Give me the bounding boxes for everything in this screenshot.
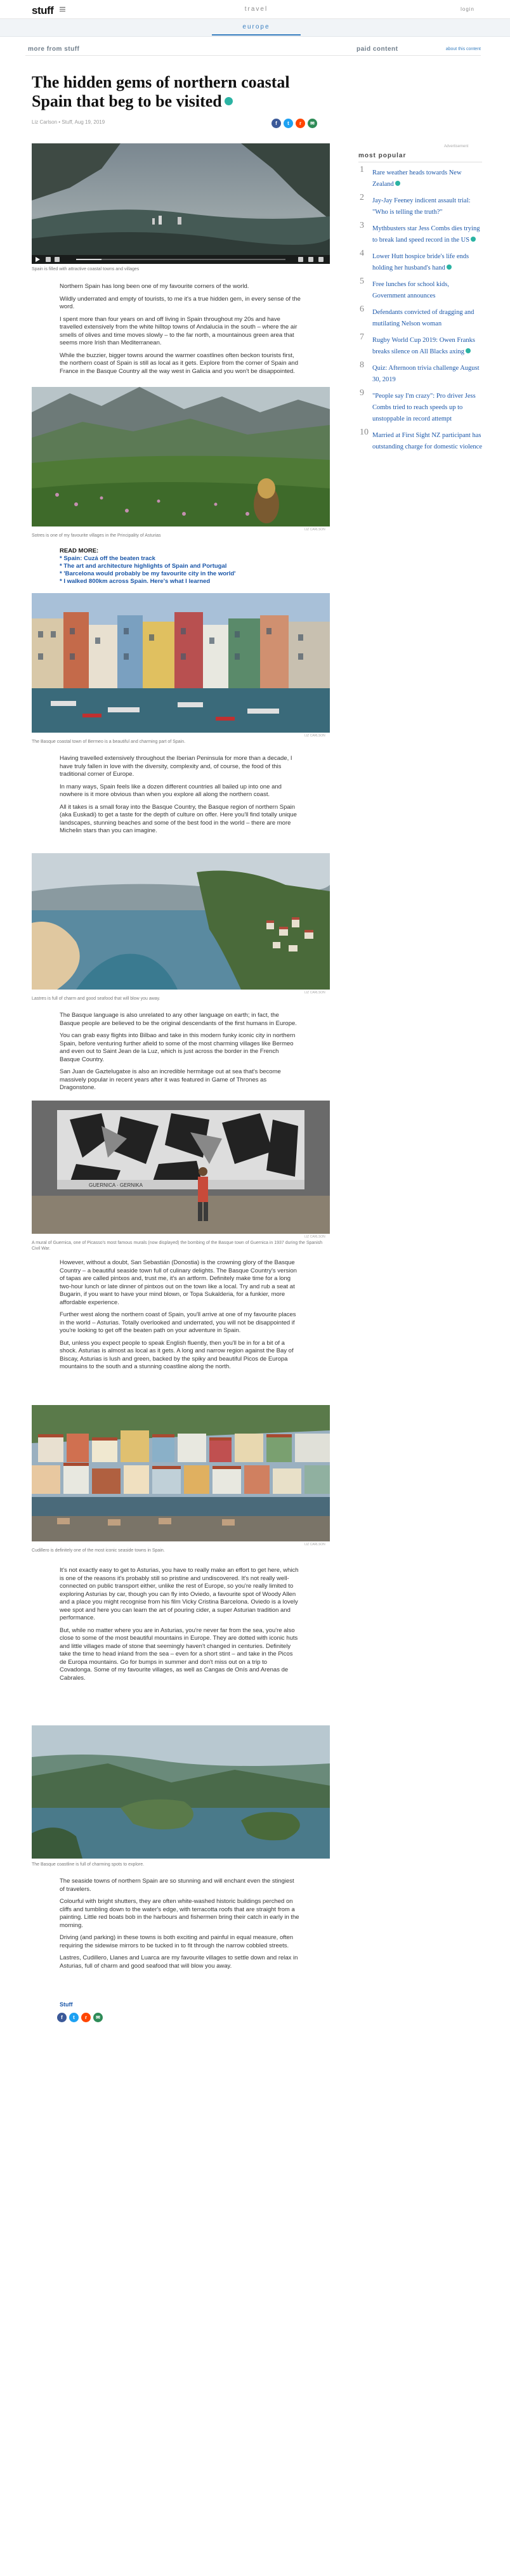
photo-credit: LIZ CARLSON (304, 991, 325, 995)
skip-icon[interactable] (55, 257, 60, 262)
video-controls (32, 255, 330, 264)
premium-badge-icon (395, 181, 400, 186)
coastline-image (32, 1725, 330, 1859)
most-popular-item[interactable] (358, 362, 482, 384)
most-popular-item[interactable] (358, 222, 482, 245)
item-headline[interactable]: Free lunches for school kids, Government announces (372, 281, 450, 299)
fullscreen-icon[interactable] (318, 257, 324, 262)
item-number: 5 (360, 277, 364, 286)
paid-content-label: paid content (356, 46, 398, 53)
paragraph: But, while no matter where you are in Asturias, you're never far from the sea, you're also close to some of the most beautiful mountains in Europe. They are dotted with iconic huts and little villages made of stone that seemingly haven't changed in centuries. Definitely take the time to head inland from the sea – even for a short stint – and take in the Picos de Europa mountains. Go for bumps in summer and don't miss out on a trip to Covadonga. Some of my favourite villages, as well as Cangas de Onís and Arenas de Cabrales. (60, 1626, 298, 1682)
email-share-icon[interactable]: ✉ (308, 119, 317, 128)
photo-lastres (32, 853, 330, 990)
article-body-section-6 (60, 1878, 301, 1975)
photo-credit: LIZ CARLSON (304, 734, 325, 738)
login-link[interactable]: login (461, 6, 474, 12)
settings-icon[interactable] (298, 257, 303, 262)
item-headline[interactable]: Lower Hutt hospice bride's life ends holding her husband's hand (372, 253, 469, 271)
video-caption: Spain is filled with attractive coastal towns and villages (32, 267, 140, 271)
guernica-mural-image (32, 1101, 330, 1234)
mural-label: GUERNICA · GERNIKA (89, 1182, 143, 1188)
item-number: 10 (360, 428, 369, 437)
facebook-share-icon[interactable]: f (271, 119, 281, 128)
most-popular-item[interactable] (358, 306, 482, 329)
article-body-section-2 (60, 755, 301, 840)
photo-caption: A mural of Guernica, one of Picasso's most famous murals (now displayed) the bombing of the Basque town of Guernica in 1937 during the Spanish Civil War. (32, 1241, 323, 1251)
item-number: 4 (360, 249, 364, 258)
footer-share-buttons (57, 2011, 105, 2022)
most-popular-item[interactable] (358, 429, 482, 452)
most-popular-sidebar (358, 152, 482, 457)
more-from-stuff-bar (25, 46, 481, 56)
item-headline[interactable]: Defendants convicted of dragging and mutilating Nelson woman (372, 309, 474, 327)
paragraph: Colourful with bright shutters, they are often white-washed historic buildings perched on cliffs and tumbling down to the water's edge, with terracotta roofs that are straight from a painting. Little red boats bob in the harbours and fishermen bring their catch in early in the morning. (60, 1898, 299, 1929)
item-number: 6 (360, 304, 364, 314)
most-popular-item[interactable] (358, 250, 482, 273)
photo-caption: The Basque coastal town of Bermeo is a beautiful and charming part of Spain. (32, 740, 186, 744)
footer-stuff-label[interactable]: Stuff (60, 2001, 73, 2008)
email-share-icon[interactable]: ✉ (93, 2013, 103, 2022)
item-number: 9 (360, 388, 364, 398)
photo-caption: Lastres is full of charm and good seafood that will blow you away. (32, 997, 160, 1001)
paragraph: But, unless you expect people to speak English fluently, then you'll be in for a bit of a shock. Asturias is almost as local as it gets. A long and narrow region against the Bay of Biscay, Asturias is lush and green, backed by the spiky and beautiful Picos de Europa mountains to the south and a stunning coastline along the north. (60, 1339, 294, 1370)
top-nav-bar (0, 0, 510, 19)
photo-cudillero (32, 1405, 330, 1541)
video-scrubber[interactable] (76, 259, 285, 260)
paragraph: Driving (and parking) in these towns is both exciting and painful in equal measure, often requiring the sidewise mirrors to be tucked in to fit through the narrow cobbled streets. (60, 1934, 294, 1949)
photo-guernica (32, 1101, 330, 1234)
paragraph: All it takes is a small foray into the Basque Country, the Basque region of northern Spain (aka Euskadi) to get a taste for the depth of culture on offer. Here you'll find totally unique landscapes, stunning beaches and some of the best food in the world – there are more Michelin stars than you can imagine. (60, 803, 297, 834)
read-more-link[interactable]: * Spain: Cuzá off the beaten track (60, 555, 155, 562)
read-more-box (60, 547, 301, 585)
stuff-logo[interactable]: stuff (32, 4, 54, 16)
read-more-link[interactable]: * 'Barcelona would probably be my favourite city in the world' (60, 570, 236, 577)
most-popular-item[interactable] (358, 194, 482, 217)
paragraph: The Basque language is also unrelated to any other language on earth; in fact, the Basque people are believed to be the original descendants of the first humans in Europe. (60, 1012, 297, 1027)
article-body-section-3 (60, 1012, 301, 1097)
premium-badge-icon (225, 97, 233, 105)
byline: Liz Carlson • Stuff, Aug 19, 2019 (32, 119, 105, 125)
item-headline[interactable]: Quiz: Afternoon trivia challenge August 30, 2019 (372, 365, 480, 383)
article-title-text: The hidden gems of northern coastal Spain that beg to be visited (32, 73, 290, 110)
most-popular-item[interactable] (358, 334, 482, 356)
article-header (32, 73, 330, 111)
active-tab-indicator (212, 34, 301, 36)
photo-credit: LIZ CARLSON (304, 1543, 325, 1546)
advertisement-label: Advertisement (444, 145, 469, 148)
item-headline[interactable]: Married at First Sight NZ participant has outstanding charge for domestic violence (372, 432, 483, 450)
article-body-section-5 (60, 1567, 301, 1687)
item-headline[interactable]: Mythbusters star Jess Combs dies trying to break land speed record in the US (372, 225, 480, 244)
item-headline[interactable]: "People say I'm crazy": Pro driver Jess Combs tried to reach speeds up to unstoppable in record attempt (372, 393, 476, 422)
photo-credit: LIZ CARLSON (304, 1235, 325, 1239)
subsection-bar (0, 19, 510, 37)
most-popular-item[interactable] (358, 389, 482, 424)
sotres-image (32, 387, 330, 526)
reddit-share-icon[interactable]: r (296, 119, 305, 128)
volume-icon[interactable] (46, 257, 51, 262)
facebook-share-icon[interactable]: f (57, 2013, 67, 2022)
section-travel-tab[interactable]: travel (244, 6, 268, 13)
photo-caption: The Basque coastline is full of charming spots to explore. (32, 1862, 145, 1867)
paragraph: However, without a doubt, San Sebastián (Donostia) is the crowning glory of the Basque Country – a beautiful seaside town full of culinary delights. The Basque Country's version of tapas are called pintxos and, trust me, it's an artform. Definitely make time for a long two-hour lunch or late dinner of pintxos out on the town like a local. Try and rub a seat at Bugarin, if you want to have your mind blown, or Topa Sukalderia, for a funkier, more affordable experience. (60, 1259, 297, 1306)
paragraph: I spent more than four years on and off living in Spain throughout my 20s and have travelled extensively from the white hilltop towns of Andalucia in the south – where the air smells of olives and time moves slowly – to the far north, a mountainous green area that seems more Irish than Mediterranean. (60, 315, 298, 346)
item-number: 2 (360, 193, 364, 202)
article-body-section-1 (60, 283, 301, 380)
item-number: 1 (360, 165, 364, 174)
reddit-share-icon[interactable]: r (81, 2013, 91, 2022)
read-more-link[interactable]: * I walked 800km across Spain. Here's what I learned (60, 578, 211, 585)
twitter-share-icon[interactable]: t (69, 2013, 79, 2022)
item-number: 8 (360, 360, 364, 370)
photo-caption: Sotres is one of my favourite villages in the Principality of Asturias (32, 533, 161, 538)
read-more-title: READ MORE: (60, 547, 99, 554)
premium-badge-icon (447, 265, 452, 270)
photo-caption: Cudillero is definitely one of the most iconic seaside towns in Spain. (32, 1548, 165, 1553)
paragraph: It's not exactly easy to get to Asturias, you have to really make an effort to get here, which is one of the reasons it's probably still so pristine and undiscovered. It's not really well-connected on public transport either, unlike the rest of Europe, so you're really limited to exploring Asturias by car, though you can fly into Oviedo, a favourite spot of Woody Allen and a place you might recognise from his film Vicky Cristina Barcelona. Oviedo is a lovely wee spot and here you can learn the art of pouring cider, a super Asturian tradition and performance. (60, 1567, 299, 1621)
paragraph: Lastres, Cudillero, Llanes and Luarca are my favourite villages to settle down and relax in Asturias, full of charm and good seafood that will blow you away. (60, 1954, 298, 1970)
item-headline[interactable]: Rare weather heads towards New Zealand (372, 169, 462, 188)
paragraph: In many ways, Spain feels like a dozen different countries all bailed up into one and nowhere is it more obvious than when you explore all along the northern coast. (60, 783, 282, 798)
premium-badge-icon (466, 348, 471, 353)
most-popular-item[interactable] (358, 278, 482, 301)
lastres-image (32, 853, 330, 990)
paragraph: San Juan de Gaztelugatxe is also an incredible hermitage out at sea that's become massively popular in recent years after it was featured in Game of Thrones as Dragonstone. (60, 1068, 281, 1091)
article-title (32, 73, 330, 111)
video-progress (76, 259, 101, 260)
item-number: 3 (360, 221, 364, 230)
photo-sotres (32, 387, 330, 526)
subsection-europe-tab[interactable]: europe (242, 23, 270, 30)
paragraph: Having travelled extensively throughout the Iberian Peninsula for more than a decade, I have truly fallen in love with the diversity, complexity and, of course, the food of this traditional corner of Europe. (60, 755, 292, 778)
twitter-share-icon[interactable]: t (284, 119, 293, 128)
paragraph: Further west along the northern coast of Spain, you'll arrive at one of my favourite places in the world – Asturias. Totally overlooked and underrated, you will not be disappointed if you're looking to get off the beaten path on your adventure in Spain. (60, 1311, 296, 1334)
cudillero-image (32, 1405, 330, 1541)
paragraph: You can grab easy flights into Bilbao and take in this modern funky iconic city in northern Spain, before venturing further afield to some of the most charming villages like Bermeo and even out to Saint Jean de la Luz, which is just across the border in the French Basque Country. (60, 1032, 296, 1063)
paragraph: The seaside towns of northern Spain are so stunning and will enchant even the stingiest of travelers. (60, 1878, 294, 1893)
paragraph: Northern Spain has long been one of my favourite corners of the world. (60, 283, 249, 290)
bermeo-image (32, 593, 330, 733)
item-headline[interactable]: Rugby World Cup 2019: Owen Franks breaks silence on All Blacks axing (372, 337, 476, 355)
article-video[interactable] (32, 143, 330, 264)
menu-icon[interactable] (60, 7, 65, 11)
captions-icon[interactable] (308, 257, 313, 262)
more-from-stuff-label: more from stuff (28, 46, 80, 53)
paragraph: While the buzzier, bigger towns around the warmer coastlines often beckon tourists first, the northern coast of Spain is still as local as it gets. Explore from the corner of Spain and France in the Basque Country all the way west in Galicia and you won't be disappointed. (60, 351, 298, 375)
share-buttons (269, 117, 317, 128)
video-still-image (32, 143, 330, 264)
article-body-section-4 (60, 1259, 301, 1376)
premium-badge-icon (471, 237, 476, 242)
paragraph: Wildly underrated and empty of tourists, to me it's a true hidden gem, in every sense of the word. (60, 295, 301, 310)
photo-credit: LIZ CARLSON (304, 528, 325, 532)
photo-basque-coastline (32, 1725, 330, 1859)
play-icon[interactable] (36, 257, 40, 262)
read-more-link[interactable]: * The art and architecture highlights of Spain and Portugal (60, 563, 227, 570)
most-popular-item[interactable] (358, 166, 482, 189)
item-headline[interactable]: Jay-Jay Feeney indicent assault trial: "Who is telling the truth?" (372, 197, 471, 216)
about-this-content-link[interactable]: about this content (445, 47, 481, 51)
item-number: 7 (360, 332, 364, 342)
most-popular-title: most popular (358, 152, 482, 162)
photo-bermeo (32, 593, 330, 733)
